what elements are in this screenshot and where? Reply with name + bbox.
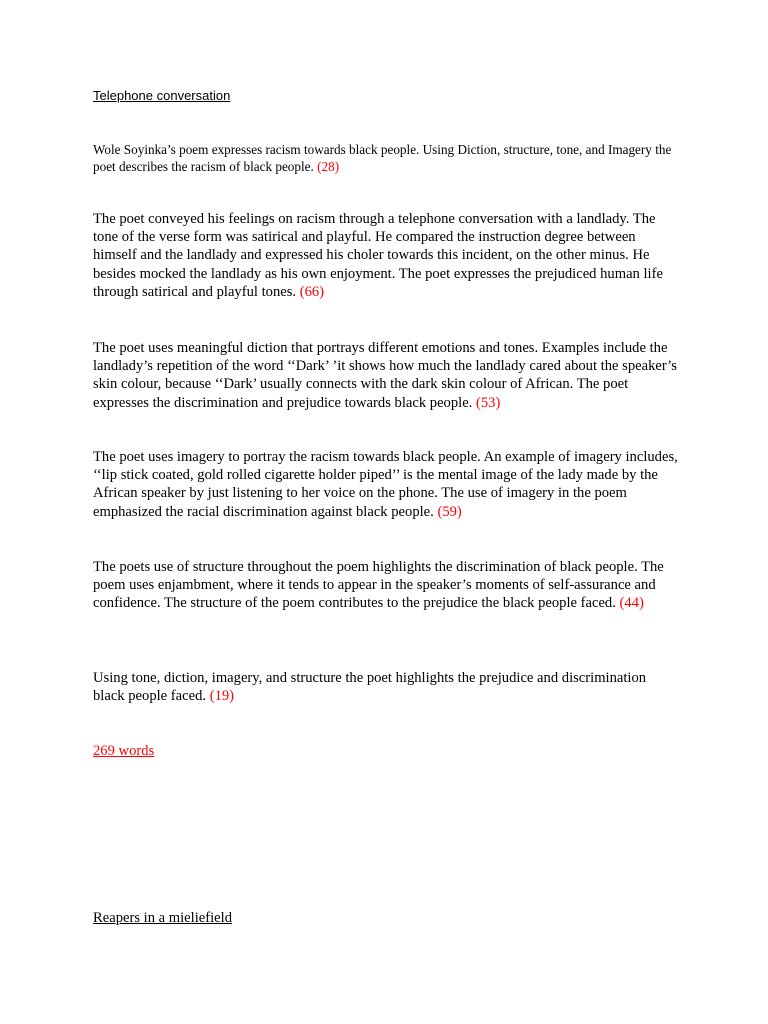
paragraph-diction [93,339,678,412]
word-count: (28) [317,159,340,174]
paragraph-conclusion [93,669,678,705]
paragraph-text: The poet uses imagery to portray the racism towards black people. An example of imagery includes, ‘‘lip stick coated, gold rolled cigarette holder piped’’ is the mental image of the lady made by the African speaker by just listening to her voice on the phone. The use of imagery in the poem emphasized the racial discrimination against black people. [93,449,678,520]
word-count: (19) [209,688,235,705]
word-count: (53) [475,394,501,411]
next-section-title: Reapers in a mieliefield [93,910,232,926]
paragraph-text: The poet conveyed his feelings on racism through a telephone conversation with a landlady. The tone of the verse form was satirical and playful. He compared the instruction degree between himself and the landlady and expressed his choler towards this incident, on the other minus. He besides mocked the landlady as his own enjoyment. The poet expresses the prejudiced human life through satirical and playful tones. [93,211,663,300]
paragraph-text: The poets use of structure throughout the poem highlights the discrimination of black people. The poem uses enjambment, where it tends to appear in the speaker’s moments of self-assurance and confidence. The structure of the poem contributes to the prejudice the black people faced. [93,559,664,612]
word-count: (59) [437,503,462,520]
paragraph-text: The poet uses meaningful diction that portrays different emotions and tones. Examples include the landlady’s repetition of the word ‘‘Dark’ ’it shows how much the landlady cared about the speaker’s skin colour, because ‘‘Dark’ usually connects with the dark skin colour of African. The poet expresses the discrimination and prejudice towards black people. [93,340,677,411]
paragraph-imagery [93,448,678,521]
paragraph-intro [93,141,678,175]
paragraph-structure [93,558,678,613]
total-word-count: 269 words [93,743,155,759]
paragraph-text: Wole Soyinka’s poem expresses racism towards black people. Using Diction, structure, tone, and Imagery the poet describes the racism of black people. [93,142,672,174]
paragraph-tone [93,210,678,301]
document-title: Telephone conversation [93,88,231,103]
paragraph-text: Using tone, diction, imagery, and structure the poet highlights the prejudice and discrimination black people faced. [93,670,647,705]
word-count: (44) [619,595,644,612]
word-count: (66) [299,283,325,300]
